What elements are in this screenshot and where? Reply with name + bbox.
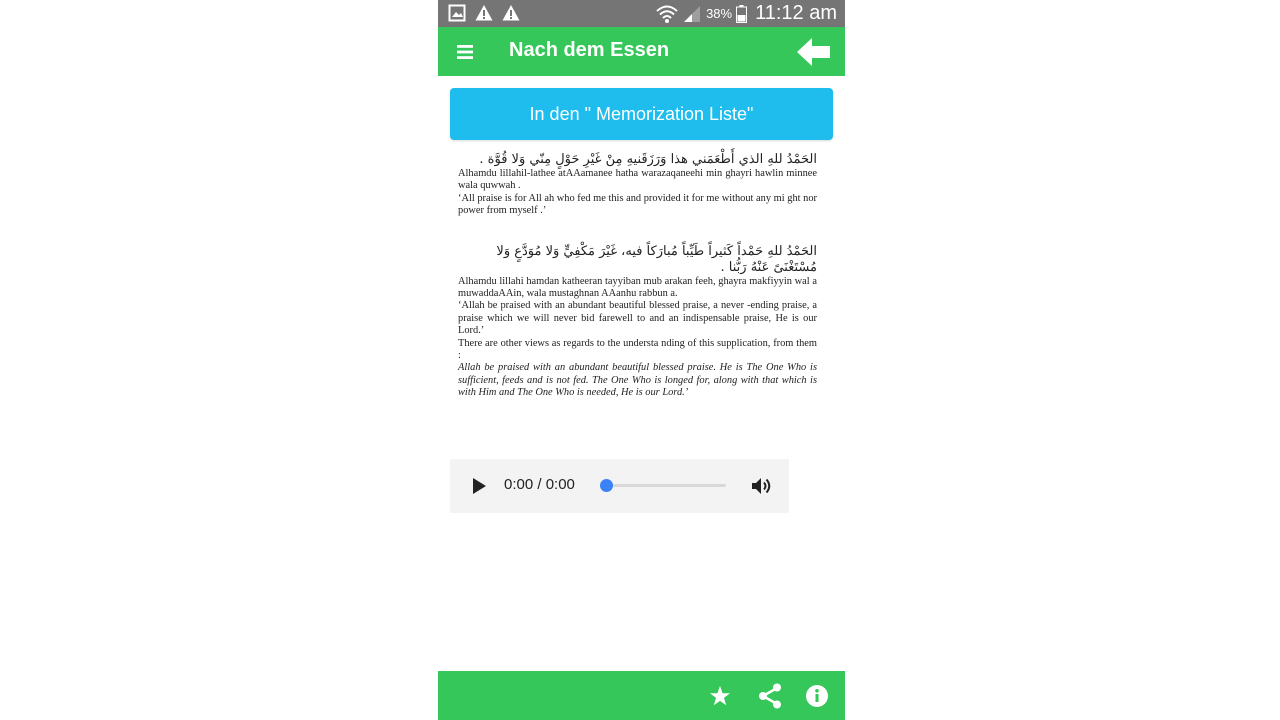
audio-player bbox=[450, 459, 789, 513]
hamburger-menu-icon[interactable] bbox=[452, 40, 478, 64]
status-notifications bbox=[448, 4, 520, 22]
translation-1: ‘All praise is for All ah who fed me this and provided it for me without any mi ght nor power from myself .’ bbox=[458, 192, 817, 217]
wifi-icon bbox=[656, 4, 678, 24]
battery-percent: 38% bbox=[706, 6, 733, 21]
star-icon[interactable] bbox=[708, 684, 732, 708]
other-views-italic: Allah be praised with an abundant beautiful blessed praise. He is The One Who is sufficient, feeds and is not fed. The One Who is longed for, along with that which is with Him and The One Who is needed, He is our Lord.’ bbox=[458, 362, 817, 399]
battery-icon bbox=[736, 5, 747, 23]
phone-screen bbox=[438, 0, 845, 720]
page-title: Nach dem Essen bbox=[509, 39, 670, 61]
other-views-text: There are other views as regards to the understa nding of this supplication, from them : bbox=[458, 337, 817, 362]
status-time: 11:12 am bbox=[755, 2, 837, 24]
volume-icon[interactable] bbox=[750, 474, 774, 498]
transliteration-2: Alhamdu lillahi hamdan katheeran tayyiban mub arakan feeh, ghayra makfiyyin wal a muwaddaAAin, wala mustaghnan AAanhu rabbun a. bbox=[458, 275, 817, 300]
add-to-memorization-button[interactable] bbox=[450, 88, 833, 140]
supplication-document bbox=[458, 152, 817, 400]
bottom-action-bar bbox=[438, 671, 845, 720]
play-icon[interactable] bbox=[470, 477, 488, 495]
translation-2: ‘Allah be praised with an abundant beautiful blessed praise, a never -ending praise, a praise which we will never bid farewell to and an indispensable praise, He is our Lord.’ bbox=[458, 300, 817, 337]
warning-icon bbox=[475, 4, 493, 22]
app-toolbar bbox=[438, 27, 845, 76]
arabic-text-2: الحَمْدُ للهِ حَمْداً كَثيراً طَيِّباً مُبارَكاً فيه، غَيْرَ مَكْفِيٍّ وَلا مُوَدَّعٍ وَلا مُسْتَغْنَىً عَنْهُ رَبُّنا . bbox=[496, 243, 817, 275]
signal-icon bbox=[682, 4, 702, 24]
info-icon[interactable] bbox=[805, 684, 829, 708]
supplication-block-2 bbox=[458, 244, 817, 400]
memorization-button-label: In den " Memorization Liste" bbox=[529, 103, 754, 124]
share-icon[interactable] bbox=[756, 682, 784, 710]
transliteration-1: Alhamdu lillahil-lathee atAAamanee hatha warazaqaneehi min ghayri hawlin minnee wala quwwah . bbox=[458, 168, 817, 192]
audio-seek-bar[interactable] bbox=[606, 484, 726, 487]
warning-icon bbox=[502, 4, 520, 22]
audio-time: 0:00 / 0:00 bbox=[504, 476, 575, 493]
status-system bbox=[656, 2, 837, 25]
seek-thumb[interactable] bbox=[600, 479, 613, 492]
arrow-left-icon[interactable] bbox=[797, 38, 831, 66]
status-bar bbox=[438, 0, 845, 27]
gallery-icon bbox=[448, 4, 466, 22]
arabic-text-1: الحَمْدُ للهِ الذي أَطْعَمَني هذا وَرَزَقَنيهِ مِنْ غَيْرِ حَوْلٍ مِنّي وَلا قُوَّة . bbox=[479, 152, 817, 167]
